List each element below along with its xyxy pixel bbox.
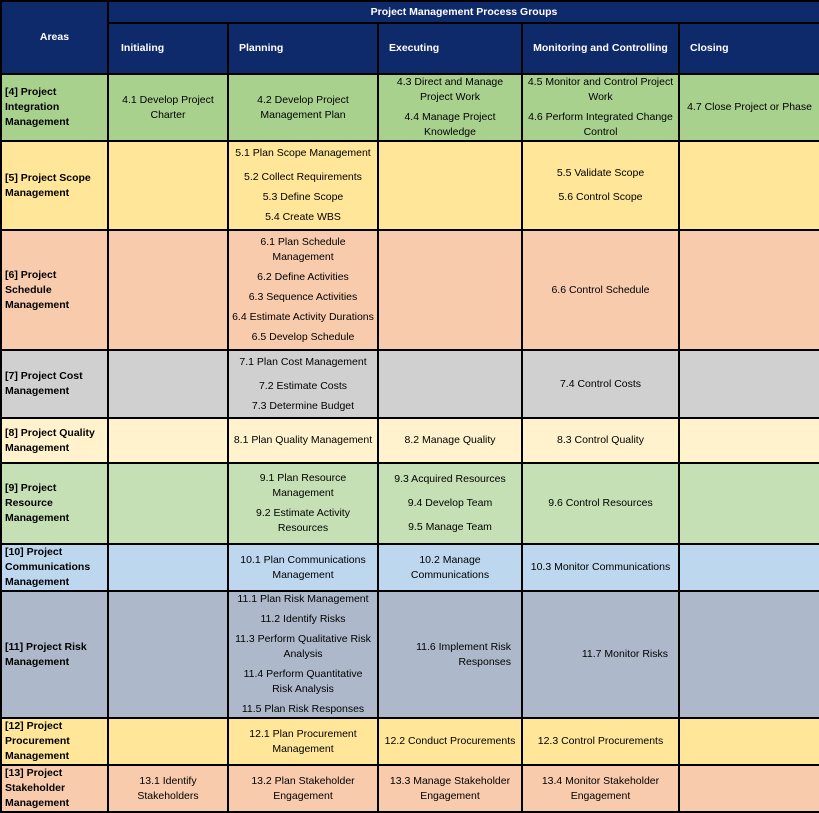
process-cell-monitoring <box>522 718 679 765</box>
process-item: 11.2 Identify Risks <box>260 613 346 625</box>
knowledge-area-label: [12] Project Procurement Management <box>1 718 108 765</box>
process-item: 8.3 Control Quality <box>557 434 644 446</box>
process-item: 9.6 Control Resources <box>548 497 653 509</box>
process-cell-closing <box>679 544 819 591</box>
table-row <box>1 350 819 418</box>
process-item: 10.1 Plan Communications Management <box>240 553 366 581</box>
process-item: 4.3 Direct and Manage Project Work <box>396 76 504 103</box>
process-item: 4.5 Monitor and Control Project Work <box>527 76 674 103</box>
process-cell-planning <box>228 74 378 141</box>
process-cell-planning <box>228 230 378 350</box>
group-header-planning: Planning <box>228 23 378 74</box>
process-item: 4.1 Develop Project Charter <box>122 93 214 121</box>
process-cell-executing <box>378 591 522 718</box>
process-item: 4.4 Manage Project Knowledge <box>404 111 496 138</box>
process-item: 4.7 Close Project or Phase <box>687 101 812 113</box>
table-row <box>1 230 819 350</box>
process-cell-initiating <box>108 544 228 591</box>
process-item: 8.1 Plan Quality Management <box>233 434 373 446</box>
process-cell-closing <box>679 350 819 418</box>
process-cell-initiating <box>108 765 228 812</box>
process-cell-initiating <box>108 141 228 230</box>
knowledge-area-label: [9] Project Resource Management <box>1 463 108 544</box>
process-item: 4.2 Develop Project Management Plan <box>257 93 349 121</box>
process-cell-executing <box>378 544 522 591</box>
process-cell-planning <box>228 141 378 230</box>
process-item: 6.3 Sequence Activities <box>248 291 358 303</box>
process-cell-monitoring <box>522 74 679 141</box>
process-cell-monitoring <box>522 544 679 591</box>
process-cell-executing <box>378 718 522 765</box>
process-item: 5.3 Define Scope <box>262 191 344 203</box>
process-cell-monitoring <box>522 418 679 463</box>
process-cell-closing <box>679 74 819 141</box>
process-cell-closing <box>679 591 819 718</box>
process-item: 13.2 Plan Stakeholder Engagement <box>251 774 355 802</box>
process-cell-closing <box>679 418 819 463</box>
process-cell-executing <box>378 418 522 463</box>
group-header-monitoring: Monitoring and Controlling <box>522 23 679 74</box>
process-cell-initiating <box>108 591 228 718</box>
process-cell-monitoring <box>522 463 679 544</box>
areas-header: Areas <box>1 1 108 74</box>
table-row <box>1 591 819 718</box>
process-item: 8.2 Manage Quality <box>404 434 496 446</box>
table-row <box>1 718 819 765</box>
process-cell-planning <box>228 544 378 591</box>
process-item: 6.6 Control Schedule <box>551 283 650 296</box>
table-row <box>1 463 819 544</box>
process-item: 10.3 Monitor Communications <box>530 561 671 573</box>
process-item: 11.4 Perform Quantitative Risk Analysis <box>243 668 363 695</box>
table-row <box>1 765 819 812</box>
process-item: 13.4 Monitor Stakeholder Engagement <box>541 774 660 802</box>
process-item: 5.1 Plan Scope Management <box>235 147 371 159</box>
process-cell-executing <box>378 350 522 418</box>
process-item: 10.2 Manage Communications <box>410 553 490 581</box>
process-cell-executing <box>378 765 522 812</box>
page-title: Project Management Process Groups <box>108 1 819 23</box>
table-row <box>1 141 819 230</box>
knowledge-area-label: [4] Project Integration Management <box>1 74 108 141</box>
process-item: 11.6 Implement Risk Responses <box>416 640 511 668</box>
process-cell-executing <box>378 463 522 544</box>
process-cell-closing <box>679 463 819 544</box>
process-item: 6.2 Define Activities <box>257 271 349 283</box>
group-header-executing: Executing <box>378 23 522 74</box>
process-cell-closing <box>679 141 819 230</box>
process-item: 6.4 Estimate Activity Durations <box>232 311 374 323</box>
process-item: 11.1 Plan Risk Management <box>237 593 369 605</box>
process-item: 11.3 Perform Qualitative Risk Analysis <box>235 633 371 660</box>
process-item: 5.2 Collect Requirements <box>244 171 362 183</box>
process-item: 9.5 Manage Team <box>408 521 492 533</box>
process-item: 4.6 Perform Integrated Change Control <box>528 111 673 138</box>
process-cell-initiating <box>108 74 228 141</box>
table-row <box>1 544 819 591</box>
process-item: 7.2 Estimate Costs <box>258 379 348 392</box>
process-item: 12.1 Plan Procurement Management <box>249 727 357 755</box>
knowledge-area-label: [13] Project Stakeholder Management <box>1 765 108 812</box>
process-item: 9.2 Estimate Activity Resources <box>256 507 350 534</box>
group-header-closing: Closing <box>679 23 819 74</box>
process-item: 7.1 Plan Cost Management <box>239 355 367 368</box>
process-cell-monitoring <box>522 591 679 718</box>
process-cell-initiating <box>108 230 228 350</box>
process-cell-executing <box>378 230 522 350</box>
knowledge-area-label: [5] Project Scope Management <box>1 141 108 230</box>
process-item: 6.5 Develop Schedule <box>251 331 355 343</box>
process-cell-executing <box>378 141 522 230</box>
process-cell-monitoring <box>522 765 679 812</box>
table-row <box>1 74 819 141</box>
process-item: 13.3 Manage Stakeholder Engagement <box>389 774 511 802</box>
group-header-initiating: Initialing <box>108 23 228 74</box>
process-cell-planning <box>228 463 378 544</box>
process-cell-planning <box>228 418 378 463</box>
process-item: 9.1 Plan Resource Management <box>259 472 347 499</box>
process-item: 5.5 Validate Scope <box>556 167 645 179</box>
process-cell-planning <box>228 350 378 418</box>
process-item: 9.4 Develop Team <box>407 497 493 509</box>
knowledge-area-label: [8] Project Quality Management <box>1 418 108 463</box>
process-cell-executing <box>378 74 522 141</box>
process-item: 13.1 Identify Stakeholders <box>137 774 199 802</box>
table-row <box>1 418 819 463</box>
process-item: 12.3 Control Procurements <box>537 735 664 747</box>
knowledge-area-label: [11] Project Risk Management <box>1 591 108 718</box>
knowledge-area-label: [6] Project Schedule Management <box>1 230 108 350</box>
process-item: 5.6 Control Scope <box>558 191 643 203</box>
process-item: 12.2 Conduct Procurements <box>384 735 516 747</box>
process-cell-planning <box>228 718 378 765</box>
process-item: 11.5 Plan Risk Responses <box>241 703 365 715</box>
process-cell-closing <box>679 230 819 350</box>
process-cell-monitoring <box>522 350 679 418</box>
process-cell-closing <box>679 718 819 765</box>
knowledge-area-label: [7] Project Cost Management <box>1 350 108 418</box>
process-cell-planning <box>228 765 378 812</box>
process-item: 7.3 Determine Budget <box>251 399 355 412</box>
process-cell-monitoring <box>522 141 679 230</box>
process-cell-monitoring <box>522 230 679 350</box>
process-cell-initiating <box>108 463 228 544</box>
process-cell-closing <box>679 765 819 812</box>
process-item: 6.1 Plan Schedule Management <box>260 236 346 263</box>
knowledge-area-label: [10] Project Communications Management <box>1 544 108 591</box>
process-cell-initiating <box>108 418 228 463</box>
process-item: 9.3 Acquired Resources <box>394 473 506 485</box>
process-cell-planning <box>228 591 378 718</box>
process-item: 5.4 Create WBS <box>265 211 341 223</box>
process-item: 11.7 Monitor Risks <box>581 648 668 660</box>
process-cell-initiating <box>108 718 228 765</box>
process-cell-initiating <box>108 350 228 418</box>
process-item: 7.4 Control Costs <box>559 377 642 390</box>
